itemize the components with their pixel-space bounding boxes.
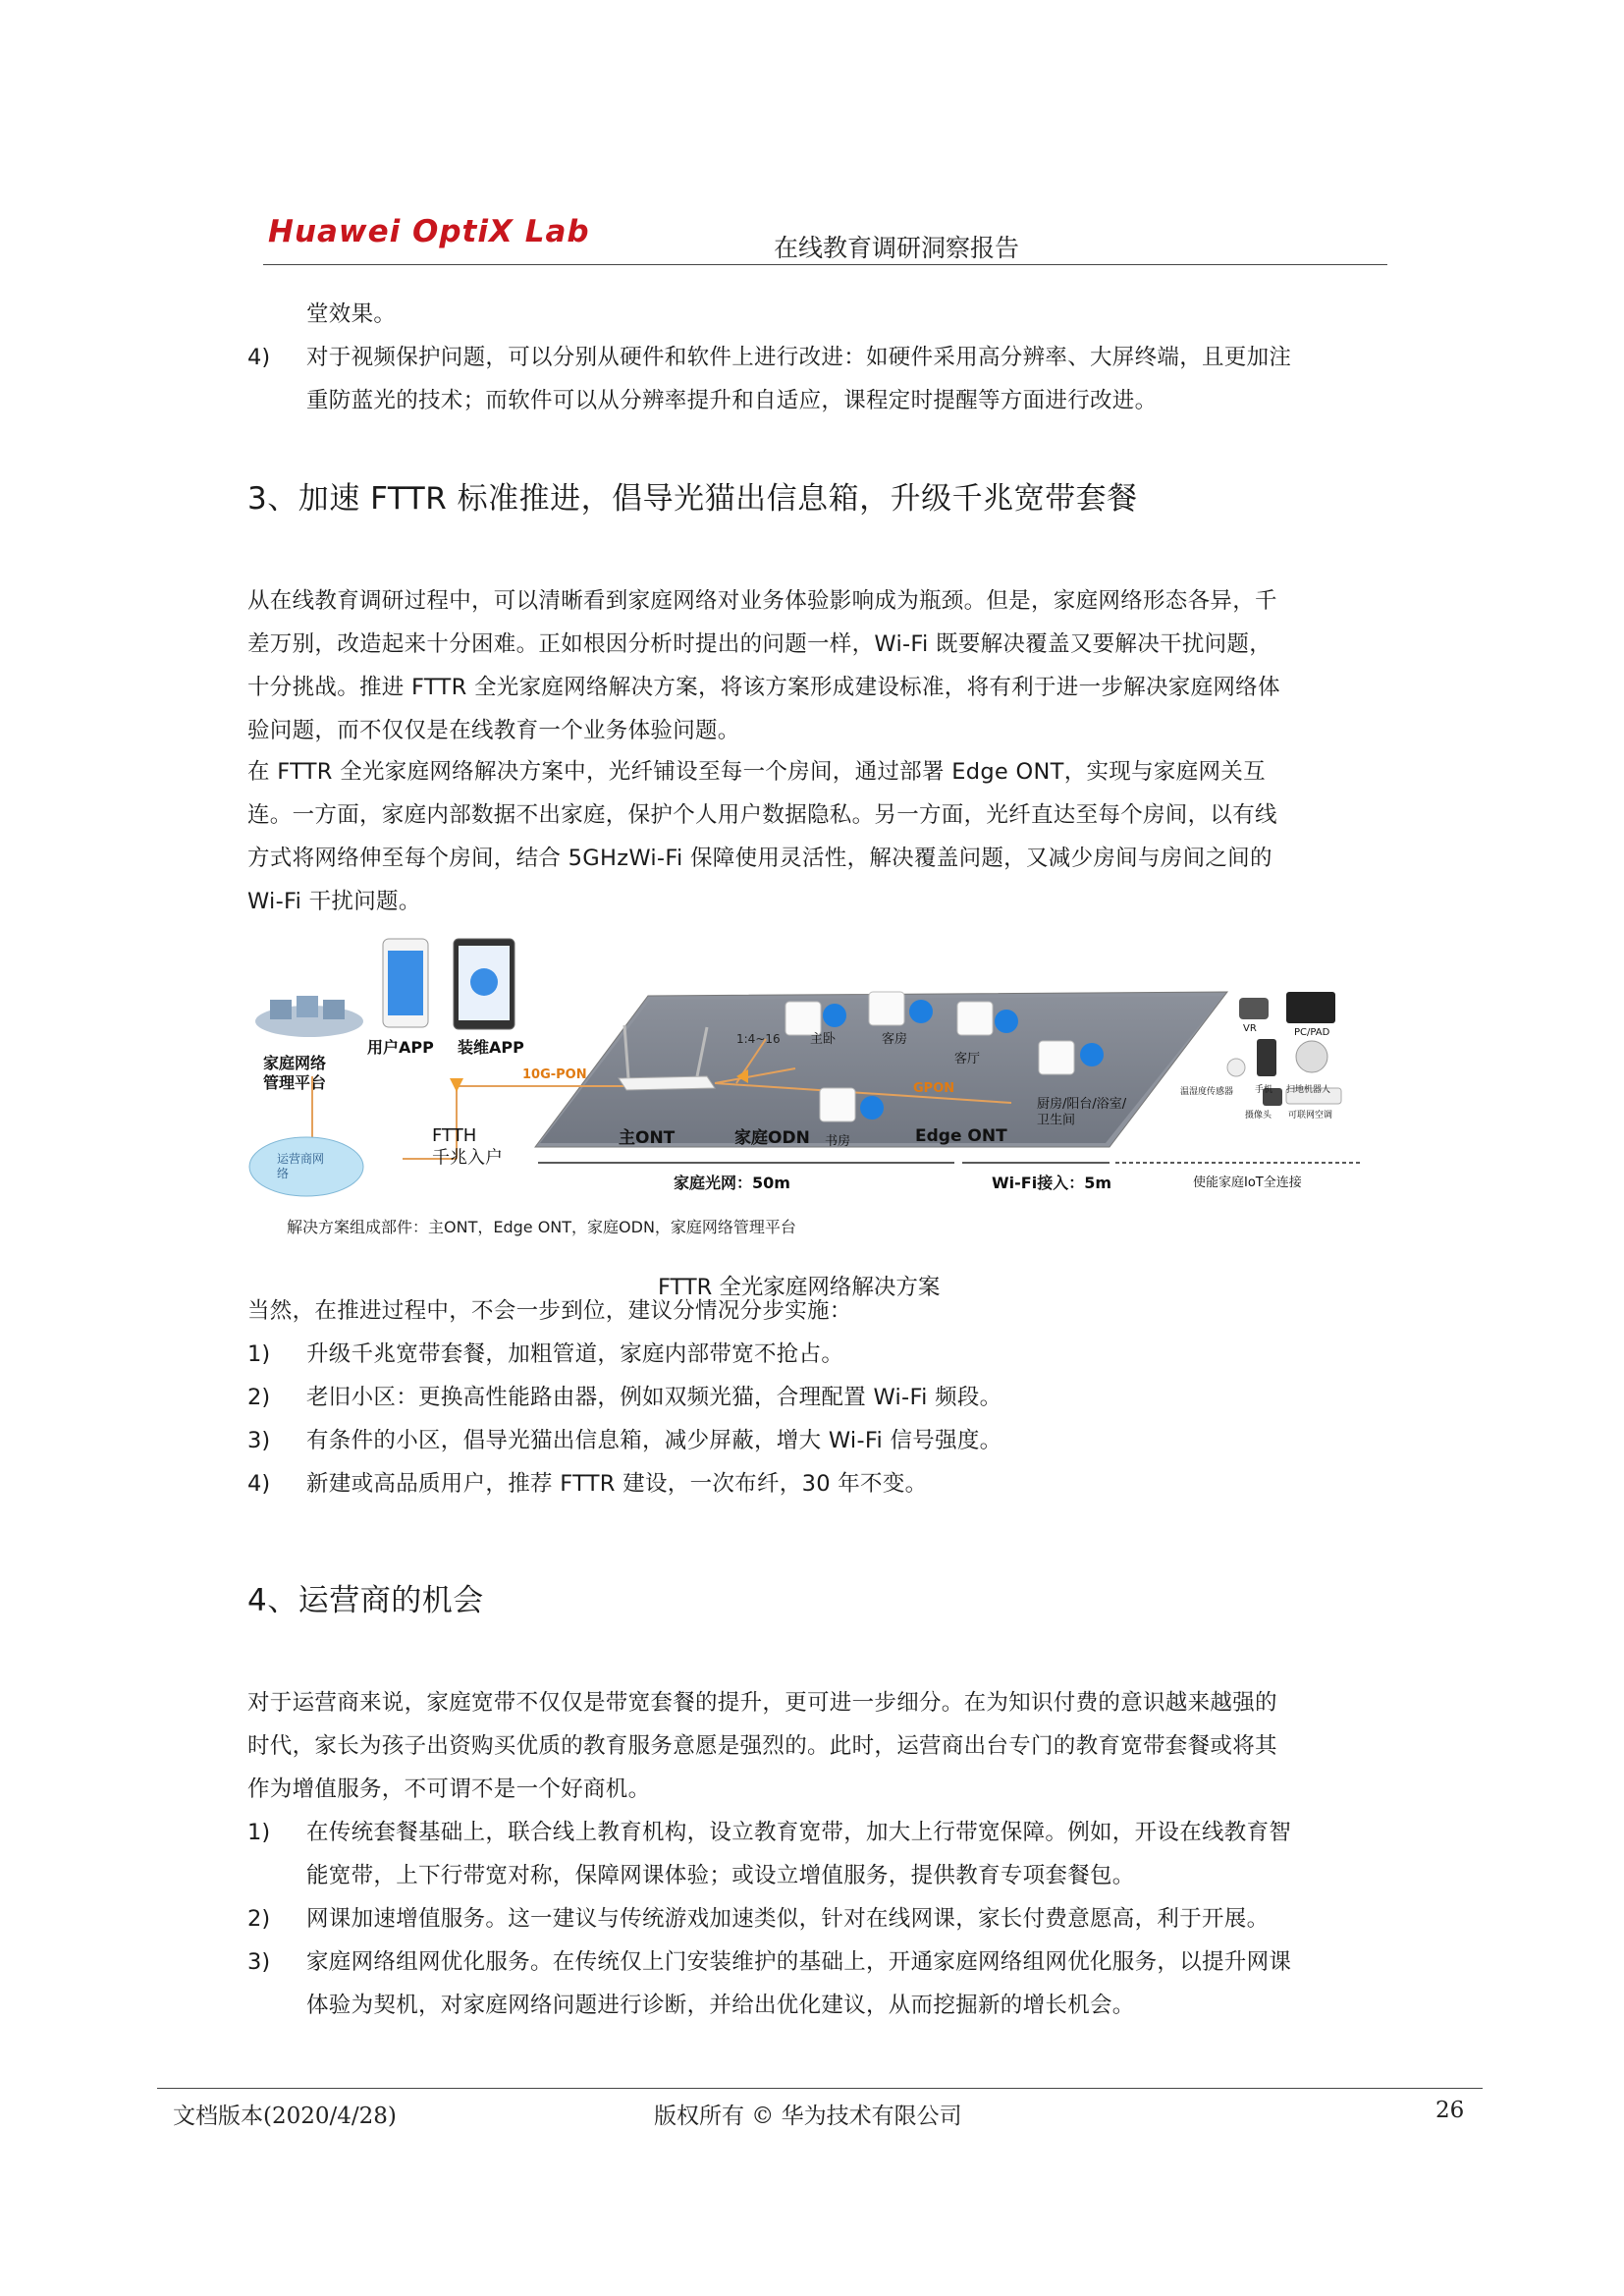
brand-logo: Huawei OptiX Lab: [268, 214, 590, 249]
header-title: 在线教育调研洞察报告: [774, 234, 1020, 262]
list-number: 4): [247, 345, 271, 370]
paragraph-line: 验问题，而不仅仅是在线教育一个业务体验问题。: [247, 718, 740, 743]
ftth-label: FTTH 千兆入户: [432, 1125, 503, 1169]
list-number: 1): [247, 1341, 271, 1367]
device-label: 摄像头: [1245, 1111, 1272, 1121]
operator-network-cloud: [249, 1137, 363, 1196]
paragraph-line: Wi-Fi 干扰问题。: [247, 889, 421, 914]
paragraph-line: 时代，家长为孩子出资购买优质的教育服务意愿是强烈的。此时，运营商出台专门的教育宽带套餐或将其: [247, 1733, 1277, 1759]
main-ont-label: 主ONT: [619, 1128, 676, 1148]
room-label: 客厅: [954, 1052, 981, 1066]
list-item-text: 能宽带，上下行带宽对称，保障网课体验；或设立增值服务，提供教育专项套餐包。: [306, 1863, 1135, 1888]
list-number: 3): [247, 1949, 271, 1975]
header-divider: [263, 264, 1387, 265]
install-app-label: 装维APP: [458, 1038, 524, 1057]
footer-divider: [157, 2088, 1483, 2089]
list-item-text: 升级千兆宽带套餐，加粗管道，家庭内部带宽不抢占。: [306, 1341, 844, 1367]
list-item-text: 家庭网络组网优化服务。在传统仅上门安装维护的基础上，开通家庭网络组网优化服务，以提升网课: [306, 1949, 1292, 1975]
list-item-text: 在传统套餐基础上，联合线上教育机构，设立教育宽带，加大上行带宽保障。例如，开设在线教育智: [306, 1820, 1292, 1845]
edge-ont-label: Edge ONT: [915, 1126, 1007, 1146]
fttr-diagram: [245, 931, 1384, 1245]
odn-label: 家庭ODN: [734, 1128, 810, 1148]
list-number: 2): [247, 1906, 271, 1932]
list-item-text: 网课加速增值服务。这一建议与传统游戏加速类似，针对在线网课，家长付费意愿高，利于开展。: [306, 1906, 1270, 1932]
device-label: 手机: [1255, 1085, 1273, 1095]
list-item-text: 体验为契机，对家庭网络问题进行诊断，并给出优化建议，从而挖掘新的增长机会。: [306, 1993, 1135, 2018]
list-number: 3): [247, 1428, 271, 1453]
list-item-text: 对于视频保护问题，可以分别从硬件和软件上进行改进：如硬件采用高分辨率、大屏终端，且更加注: [306, 345, 1292, 370]
room-label: 书房: [825, 1134, 851, 1149]
home-fiber-label: 家庭光网：50m: [674, 1174, 790, 1192]
paragraph-line: 连。一方面，家庭内部数据不出家庭，保护个人用户数据隐私。另一方面，光纤直达至每个房间，以有线: [247, 802, 1277, 828]
copyright: 版权所有 © 华为技术有限公司: [654, 2104, 962, 2129]
list-item-text: 有条件的小区，倡导光猫出信息箱，减少屏蔽，增大 Wi-Fi 信号强度。: [306, 1428, 1002, 1453]
paragraph-line: 对于运营商来说，家庭宽带不仅仅是带宽套餐的提升，更可进一步细分。在为知识付费的意识越来越强的: [247, 1690, 1277, 1716]
list-item-text: 新建或高品质用户，推荐 FTTR 建设，一次布纤，30 年不变。: [306, 1471, 928, 1497]
tablet-app-icon: [454, 939, 514, 1029]
paragraph-line: 从在线教育调研过程中，可以清晰看到家庭网络对业务体验影响成为瓶颈。但是，家庭网络形态各异，千: [247, 588, 1277, 614]
paragraph-line: 十分挑战。推进 FTTR 全光家庭网络解决方案，将该方案形成建设标准，将有利于进一步解决家庭网络体: [247, 675, 1280, 700]
section-heading: 4、运营商的机会: [247, 1583, 484, 1618]
device-label: PC/PAD: [1294, 1027, 1330, 1038]
user-app-label: 用户APP: [367, 1038, 434, 1057]
figure-caption: FTTR 全光家庭网络解决方案: [658, 1275, 941, 1300]
list-number: 1): [247, 1820, 271, 1845]
paragraph-line: 差万别，改造起来十分困难。正如根因分析时提出的问题一样，Wi-Fi 既要解决覆盖又要解决干扰问题，: [247, 631, 1272, 657]
room-label: 主卧: [810, 1032, 837, 1047]
iot-label: 使能家庭IoT全连接: [1193, 1175, 1302, 1190]
device-label: VR: [1243, 1023, 1257, 1034]
list-item-text: 老旧小区：更换高性能路由器，例如双频光猫，合理配置 Wi-Fi 频段。: [306, 1385, 1002, 1410]
section-heading: 3、加速 FTTR 标准推进，倡导光猫出信息箱，升级千兆宽带套餐: [247, 481, 1138, 517]
paragraph-line: 方式将网络伸至每个房间，结合 5GHzWi-Fi 保障使用灵活性，解决覆盖问题，又减少房间与房间之间的: [247, 846, 1272, 871]
server-cluster-icon: [255, 996, 363, 1037]
components-note: 解决方案组成部件：主ONT，Edge ONT，家庭ODN，家庭网络管理平台: [287, 1218, 796, 1236]
page-number: 26: [1435, 2098, 1465, 2123]
platform-label: 家庭网络管理平台: [263, 1054, 327, 1092]
operator-label: 运营商网络: [277, 1152, 325, 1180]
device-label: 温湿度传感器: [1180, 1087, 1234, 1097]
doc-version: 文档版本(2020/4/28): [173, 2104, 397, 2129]
gpon-label: GPON: [913, 1081, 955, 1096]
paragraph-line: 在 FTTR 全光家庭网络解决方案中，光纤铺设至每一个房间，通过部署 Edge ONT，实现与家庭网关互: [247, 759, 1266, 785]
paragraph-line: 当然，在推进过程中，不会一步到位，建议分情况分步实施：: [247, 1298, 852, 1324]
list-number: 4): [247, 1471, 271, 1497]
list-item-text: 重防蓝光的技术；而软件可以从分辨率提升和自适应，课程定时提醒等方面进行改进。: [306, 388, 1158, 413]
split-ratio-label: 1:4~16: [736, 1032, 781, 1046]
device-label: 扫地机器人: [1286, 1085, 1331, 1095]
list-number: 2): [247, 1385, 271, 1410]
pon-label: 10G-PON: [522, 1067, 587, 1082]
phone-app-icon: [383, 939, 428, 1027]
paragraph-line: 作为增值服务，不可谓不是一个好商机。: [247, 1777, 651, 1802]
room-label: 客房: [882, 1032, 908, 1047]
room-label: 厨房/阳台/浴室/卫生间: [1037, 1097, 1127, 1128]
continuation-text: 堂效果。: [306, 301, 397, 327]
device-label: 可联网空调: [1288, 1111, 1333, 1121]
wifi-access-label: Wi-Fi接入：5m: [992, 1174, 1111, 1192]
